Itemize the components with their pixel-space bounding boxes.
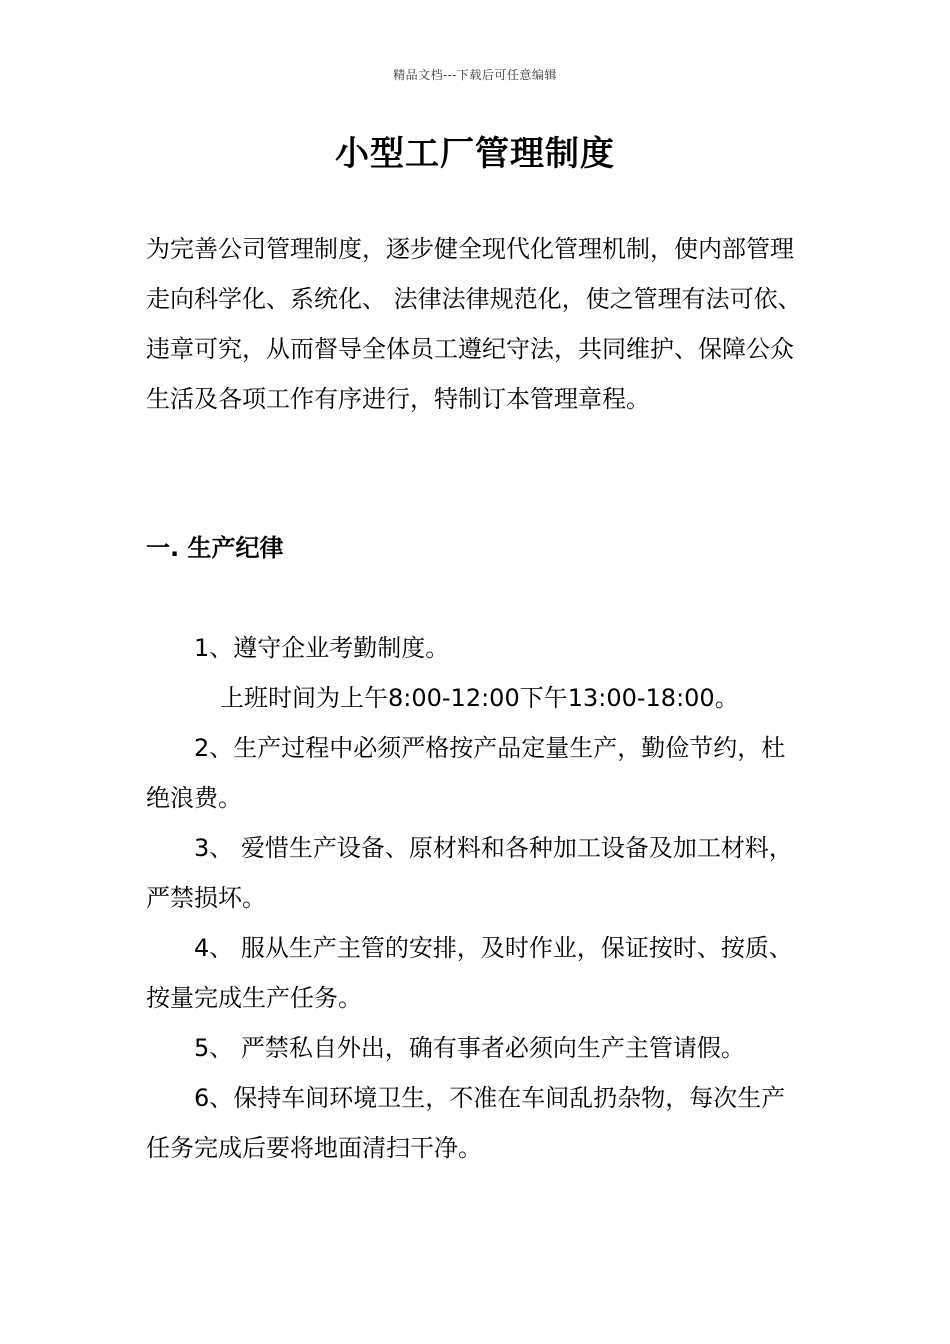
rule-2: 2、生产过程中必须严格按产品定量生产，勤俭节约，杜绝浪费。 xyxy=(146,734,786,812)
rule-1: 1、遵守企业考勤制度。 xyxy=(194,634,450,662)
rule-6: 6、保持车间环境卫生，不准在车间乱扔杂物，每次生产任务完成后要将地面清扫干净。 xyxy=(146,1084,786,1162)
section-heading-production-discipline: 一. 生产纪律 xyxy=(146,534,284,562)
rule-1-work-hours: 上班时间为上午8:00-12:00下午13:00-18:00。 xyxy=(220,684,739,712)
page-header: 精品文档---下载后可任意编辑 xyxy=(393,68,557,82)
rule-4: 4、 服从生产主管的安排，及时作业，保证按时、按质、按量完成生产任务。 xyxy=(146,934,793,1012)
rules-list xyxy=(146,623,806,1173)
intro-paragraph: 为完善公司管理制度，逐步健全现代化管理机制，使内部管理走向科学化、系统化、 法律法律规范化，使之管理有法可依、违章可究，从而督导全体员工遵纪守法，共同维护、保障公众生活及各项工作有序进行，特制订本管理章程。 xyxy=(146,235,802,413)
document-title: 小型工厂管理制度 xyxy=(335,134,615,174)
rule-5: 5、 严禁私自外出，确有事者必须向生产主管请假。 xyxy=(194,1034,745,1062)
rule-3: 3、 爱惜生产设备、原材料和各种加工设备及加工材料，严禁损坏。 xyxy=(146,834,793,912)
